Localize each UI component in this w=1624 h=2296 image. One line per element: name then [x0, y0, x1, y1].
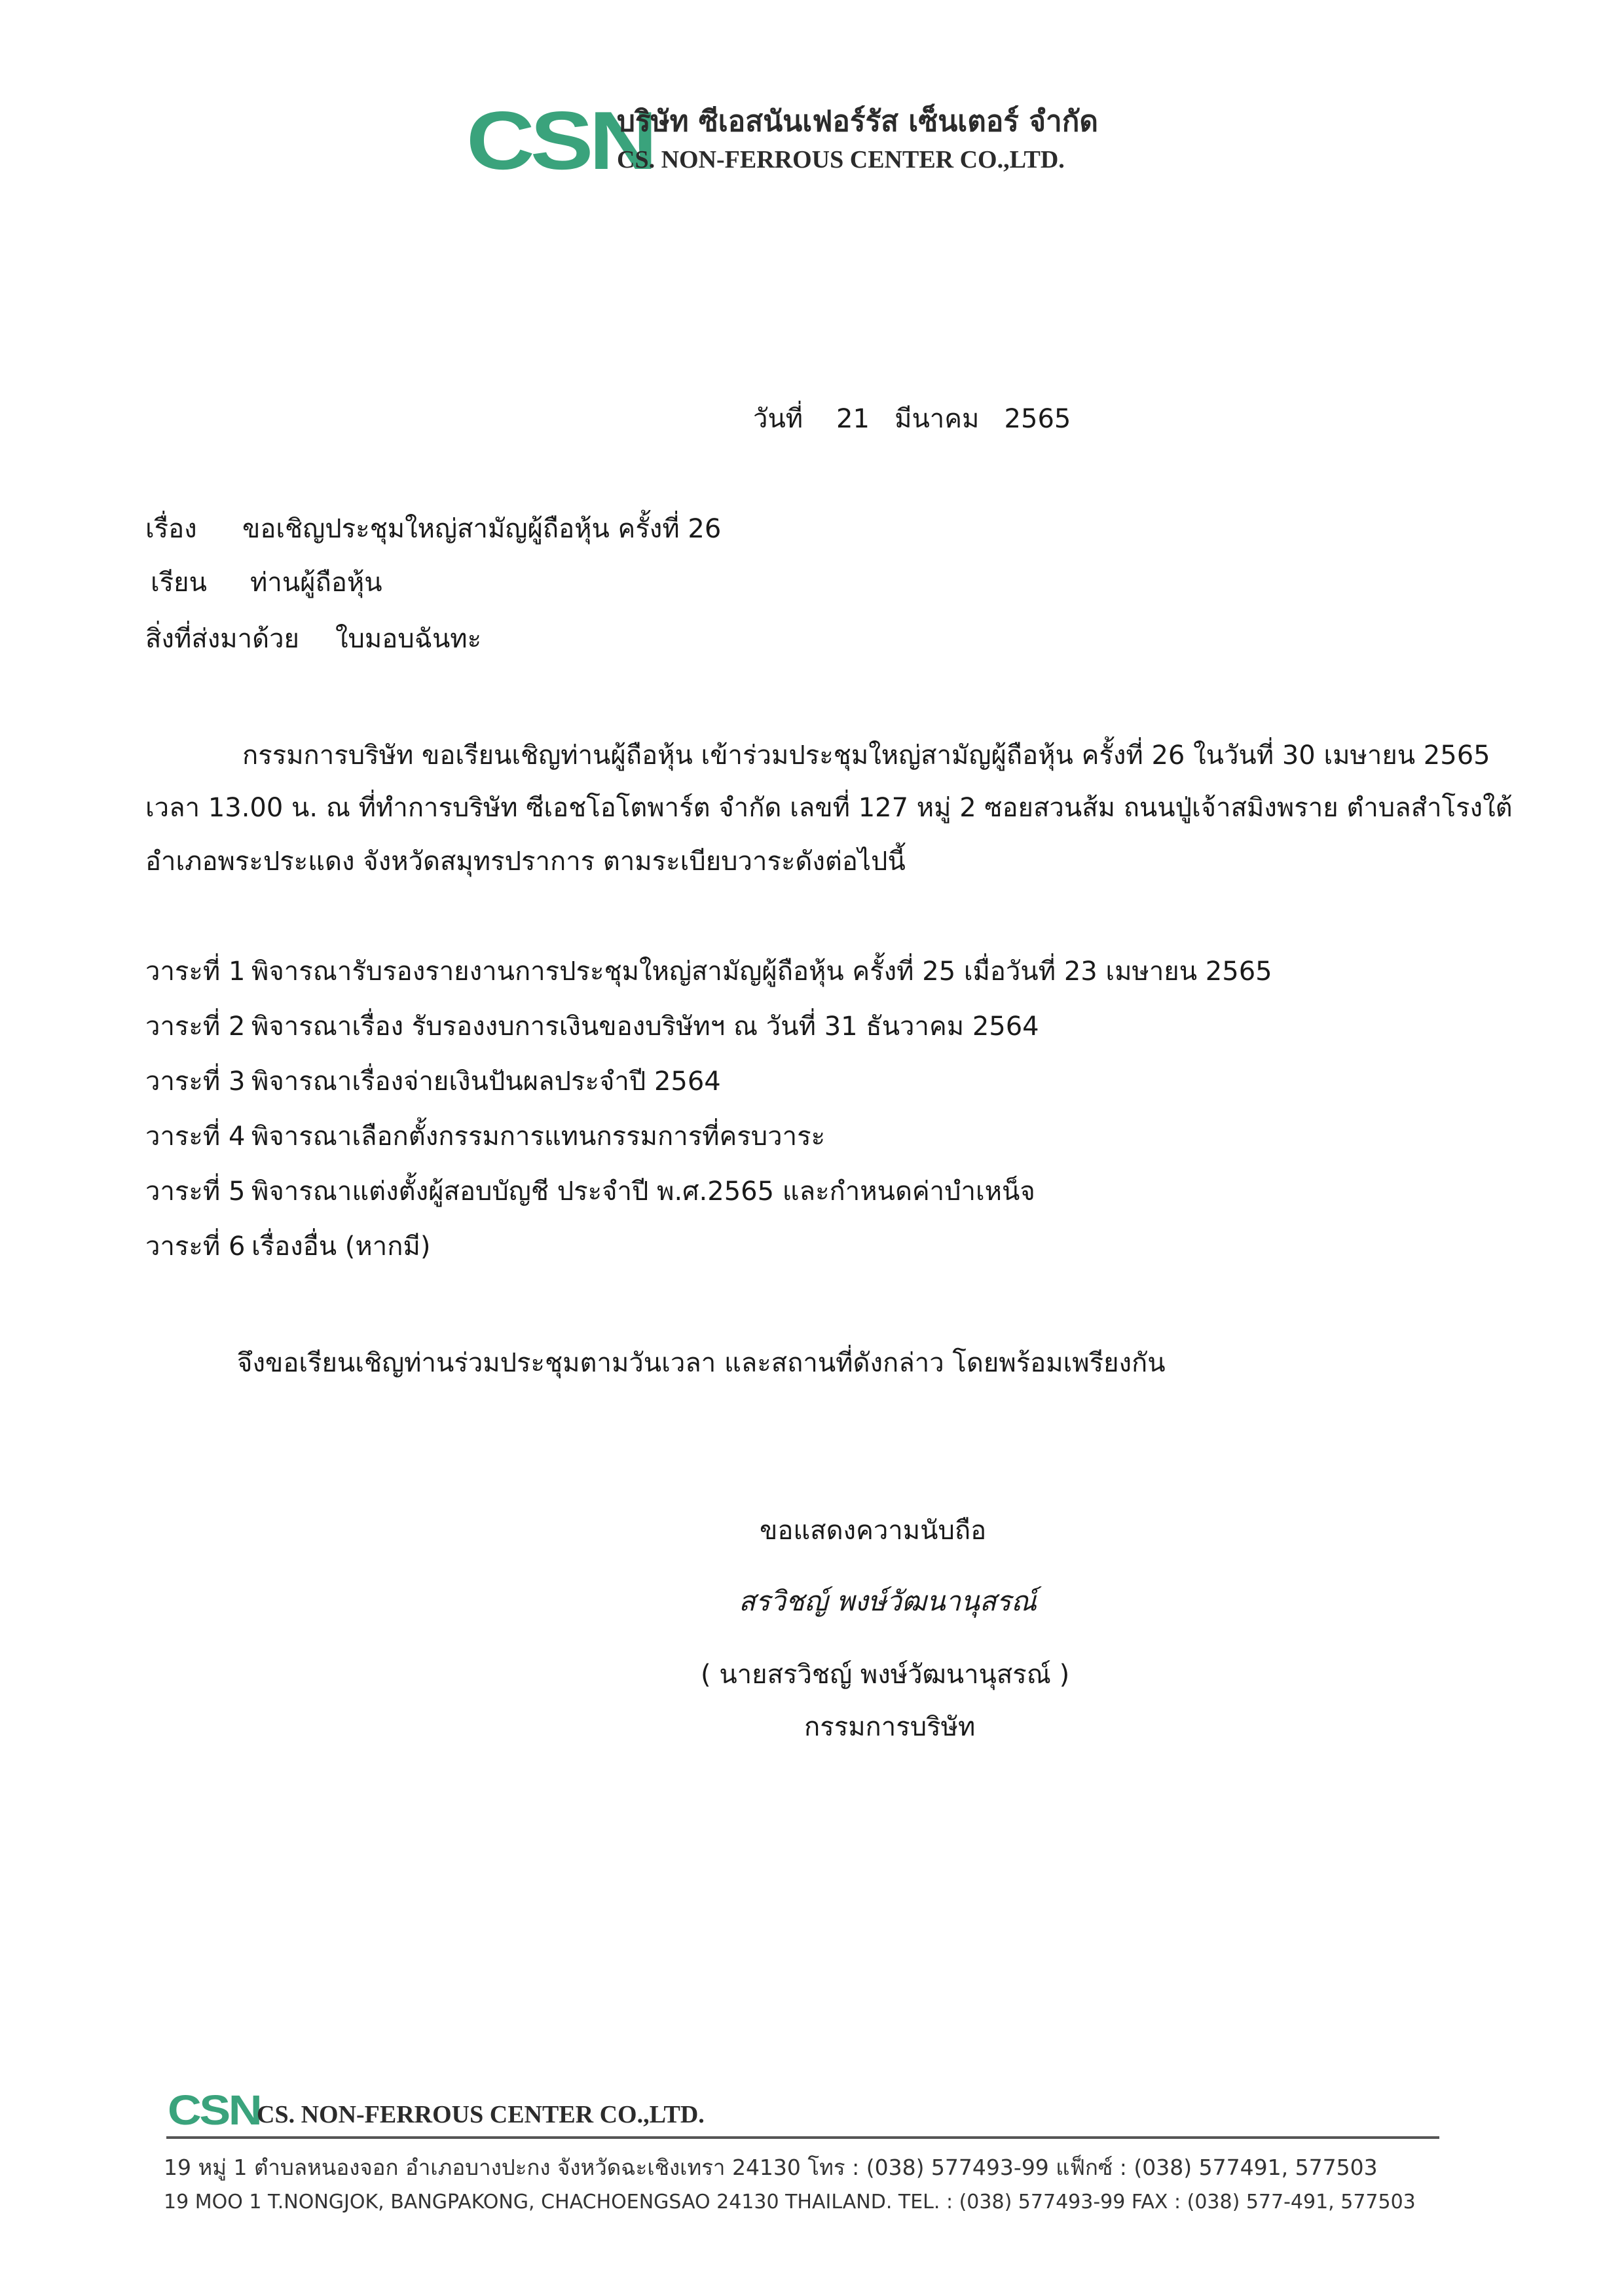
date-label: วันที่	[753, 404, 803, 434]
company-name-english: CS. NON-FERROUS CENTER CO.,LTD.	[617, 146, 1065, 173]
enclosure-label: สิ่งที่ส่งมาด้วย	[145, 624, 299, 654]
agenda-item	[145, 1173, 1035, 1210]
footer-divider	[166, 2136, 1439, 2139]
signer-name: ( นายสรวิชญ์ พงษ์วัฒนานุสรณ์ )	[701, 1660, 1070, 1690]
agenda-item	[145, 953, 1272, 990]
agenda-item	[145, 1063, 721, 1100]
regards: ขอแสดงความนับถือ	[760, 1516, 987, 1546]
footer-address-english: 19 MOO 1 T.NONGJOK, BANGPAKONG, CHACHOENGSAO 24130 THAILAND. TEL. : (038) 577493-99 FAX : (038) 577-491, 577503	[164, 2191, 1416, 2214]
agenda-number: วาระที่ 2	[145, 1011, 246, 1042]
agenda-number: วาระที่ 6	[145, 1231, 246, 1262]
agenda-number: วาระที่ 5	[145, 1176, 246, 1207]
recipient-text: ท่านผู้ถือหุ้น	[250, 568, 382, 598]
agenda-item	[145, 1118, 825, 1155]
enclosure-row	[145, 621, 481, 657]
subject-row	[145, 511, 721, 547]
agenda-text: พิจารณาแต่งตั้งผู้สอบบัญชี ประจำปี พ.ศ.2565 และกำหนดค่าบำเหน็จ	[251, 1176, 1035, 1207]
subject-label: เรื่อง	[145, 514, 197, 544]
letter-date	[753, 401, 1071, 437]
footer-company-name: CS. NON-FERROUS CENTER CO.,LTD.	[257, 2101, 705, 2128]
recipient-row	[151, 564, 382, 601]
company-logo: CSN	[466, 94, 654, 187]
closing-invitation: จึงขอเรียนเชิญท่านร่วมประชุมตามวันเวลา และสถานที่ดังกล่าว โดยพร้อมเพรียงกัน	[237, 1348, 1166, 1378]
agenda-number: วาระที่ 3	[145, 1066, 246, 1097]
footer-address-thai: 19 หมู่ 1 ตำบลหนองจอก อำเภอบางปะกง จังหวัดฉะเชิงเทรา 24130 โทร : (038) 577493-99 แฟ็กซ์ : (038) 577491, 577503	[164, 2155, 1378, 2180]
date-year: 2565	[1004, 404, 1071, 434]
agenda-text: พิจารณาเลือกตั้งกรรมการแทนกรรมการที่ครบวาระ	[251, 1121, 826, 1152]
agenda-number: วาระที่ 4	[145, 1121, 246, 1152]
company-name-thai: บริษัท ซีเอสนันเฟอร์รัส เซ็นเตอร์ จำกัด	[617, 105, 1098, 138]
enclosure-text: ใบมอบฉันทะ	[335, 624, 482, 654]
body-line-2: เวลา 13.00 น. ณ ที่ทำการบริษัท ซีเอชโอโตพาร์ต จำกัด เลขที่ 127 หมู่ 2 ซอยสวนส้ม ถนนปู่เจ้าสมิงพราย ตำบลสำโรงใต้	[145, 793, 1513, 823]
footer-logo: CSN	[168, 2086, 261, 2134]
signer-title: กรรมการบริษัท	[804, 1712, 976, 1742]
agenda-text: พิจารณาเรื่องจ่ายเงินปันผลประจำปี 2564	[251, 1066, 721, 1097]
agenda-number: วาระที่ 1	[145, 957, 246, 987]
agenda-text: พิจารณาเรื่อง รับรองงบการเงินของบริษัทฯ ณ วันที่ 31 ธันวาคม 2564	[251, 1011, 1039, 1042]
body-line-1: กรรมการบริษัท ขอเรียนเชิญท่านผู้ถือหุ้น เข้าร่วมประชุมใหญ่สามัญผู้ถือหุ้น ครั้งที่ 26 ในวันที่ 30 เมษายน 2565	[242, 740, 1490, 771]
date-day: 21	[836, 404, 870, 434]
recipient-label: เรียน	[151, 568, 207, 598]
agenda-text: เรื่องอื่น (หากมี)	[251, 1231, 431, 1262]
agenda-item	[145, 1228, 430, 1265]
agenda-item	[145, 1008, 1039, 1045]
agenda-text: พิจารณารับรองรายงานการประชุมใหญ่สามัญผู้ถือหุ้น ครั้งที่ 25 เมื่อวันที่ 23 เมษายน 2565	[251, 957, 1272, 987]
subject-text: ขอเชิญประชุมใหญ่สามัญผู้ถือหุ้น ครั้งที่ 26	[242, 514, 722, 544]
date-month: มีนาคม	[895, 404, 980, 434]
signature: สรวิชญ์ พงษ์วัฒนานุสรณ์	[739, 1585, 1037, 1617]
body-line-3: อำเภอพระประแดง จังหวัดสมุทรปราการ ตามระเบียบวาระดังต่อไปนี้	[145, 847, 906, 877]
